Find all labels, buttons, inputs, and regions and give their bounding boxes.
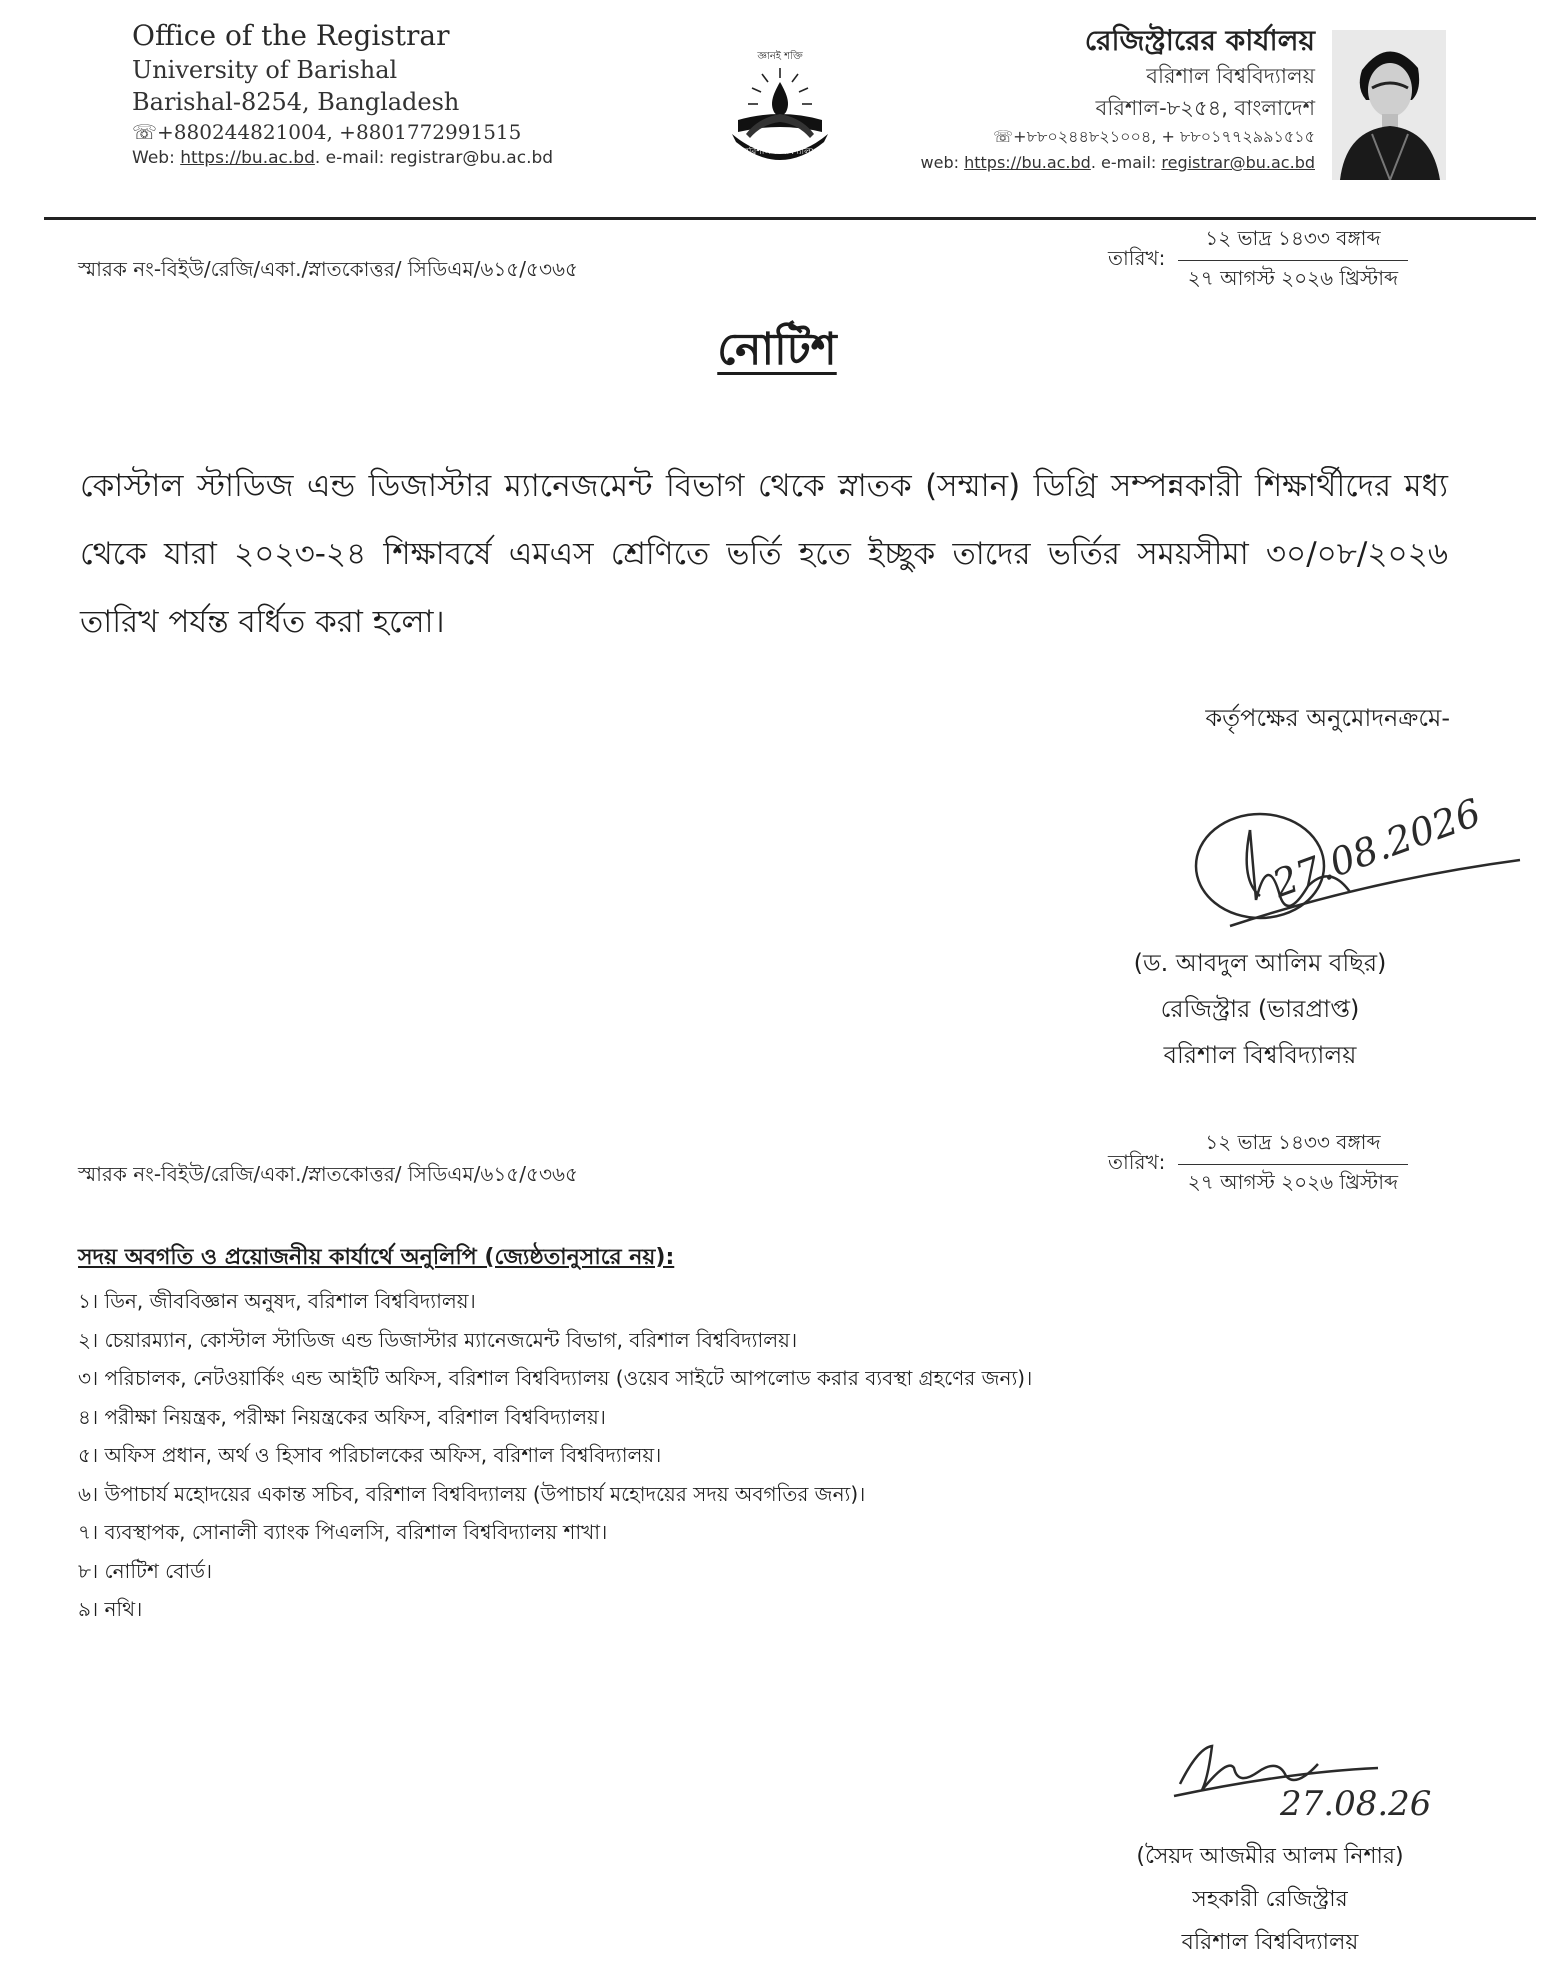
signature-assistant-registrar	[1168, 1728, 1432, 1838]
date-english-calendar: ২৭ আগস্ট ২০২৬ খ্রিস্টাব্দ	[1187, 1170, 1399, 1194]
list-item: ৩। পরিচালক, নেটওয়ার্কিং এন্ড আইটি অফিস, বরিশাল বিশ্ববিদ্যালয় (ওয়েব সাইটে আপলোড করার ব্যবস্থা গ্রহণের জন্য)।	[78, 1366, 1033, 1390]
signatory-institution: বরিশাল বিশ্ববিদ্যালয়	[1181, 1930, 1359, 1955]
notice-title: নোটিশ	[717, 324, 837, 375]
logo-emblem-icon	[718, 42, 842, 172]
university-logo	[718, 42, 842, 172]
date-label: তারিখ:	[1108, 246, 1166, 270]
signatory-assistant-block	[1090, 1835, 1450, 1964]
signatory-designation: সহকারী রেজিস্ট্রার	[1192, 1887, 1348, 1912]
signatory-name: (সৈয়দ আজমীর আলম নিশার)	[1136, 1844, 1404, 1869]
phone-en: ☏+880244821004, +8801772991515	[132, 120, 522, 144]
memo-reference-copy: স্মারক নং-বিইউ/রেজি/একা./স্নাতকোত্তর/ সিডিএম/৬১৫/৫৩৬৫	[78, 1162, 578, 1186]
logo-motto: জ্ঞানই শক্তি	[757, 51, 803, 62]
memo-date-copy	[1108, 1128, 1408, 1201]
memo-reference: স্মারক নং-বিইউ/রেজি/একা./স্নাতকোত্তর/ সিডিএম/৬১৫/৫৩৬৫	[78, 257, 578, 281]
office-title-bn: রেজিস্ট্রারের কার্যালয়	[1084, 24, 1315, 57]
signature-registrar	[1190, 790, 1530, 950]
signatory-designation: রেজিস্ট্রার (ভারপ্রাপ্ত)	[1160, 995, 1360, 1023]
logo-name: বরিশাল বিশ্ববিদ্যালয়	[743, 147, 817, 157]
university-name-bn: বরিশাল বিশ্ববিদ্যালয়	[1146, 64, 1315, 88]
list-item: ১। ডিন, জীববিজ্ঞান অনুষদ, বরিশাল বিশ্ববিদ্যালয়।	[78, 1289, 476, 1313]
list-item: ৯। নথি।	[78, 1597, 143, 1621]
date-bangla-calendar: ১২ ভাদ্র ১৪৩৩ বঙ্গাব্দ	[1178, 224, 1408, 261]
phone-icon: ☏	[132, 120, 158, 144]
letterhead-english	[132, 18, 692, 170]
signatory-institution: বরিশাল বিশ্ববিদ্যালয়	[1163, 1041, 1357, 1069]
address-en: Barishal-8254, Bangladesh	[132, 88, 460, 116]
phone-icon: ☏	[993, 127, 1014, 146]
copies-list	[78, 1282, 1478, 1629]
list-item: ৬। উপাচার্য মহোদয়ের একান্ত সচিব, বরিশাল বিশ্ববিদ্যালয় (উপাচার্য মহোদয়ের সদয় অবগতির জন্য)।	[78, 1481, 866, 1506]
letterhead-bangla	[850, 22, 1315, 176]
list-item: ৭। ব্যবস্থাপক, সোনালী ব্যাংক পিএলসি, বরিশাল বিশ্ববিদ্যালয় শাখা।	[78, 1520, 608, 1544]
web-link-en[interactable]: https://bu.ac.bd	[180, 148, 315, 168]
list-item: ৮। নোটিশ বোর্ড।	[78, 1558, 213, 1583]
signature-date: 27.08.26	[1280, 1784, 1432, 1824]
email-bn: registrar@bu.ac.bd	[1161, 153, 1315, 172]
memo-date	[1108, 224, 1408, 297]
signatory-registrar-block	[1080, 940, 1440, 1078]
web-link-bn[interactable]: https://bu.ac.bd	[964, 153, 1091, 172]
copies-heading: সদয় অবগতি ও প্রয়োজনীয় কার্যার্থে অনুলিপি (জ্যেষ্ঠতানুসারে নয়):	[78, 1245, 675, 1270]
portrait-image	[1332, 30, 1446, 180]
office-title-en: Office of the Registrar	[132, 19, 450, 52]
email-en: registrar@bu.ac.bd	[389, 148, 554, 168]
portrait-icon	[1332, 30, 1446, 180]
header-divider	[44, 217, 1536, 220]
list-item: ৫। অফিস প্রধান, অর্থ ও হিসাব পরিচালকের অফিস, বরিশাল বিশ্ববিদ্যালয়।	[78, 1443, 662, 1467]
list-item: ৪। পরীক্ষা নিয়ন্ত্রক, পরীক্ষা নিয়ন্ত্রকের অফিস, বরিশাল বিশ্ববিদ্যালয়।	[78, 1404, 606, 1429]
phone-bn: ☏+৮৮০২৪৪৮২১০০৪, + ৮৮০১৭৭২৯৯১৫১৫	[993, 127, 1315, 146]
web-line-en: Web: https://bu.ac.bd. e-mail: registrar@bu.ac.bd	[132, 148, 554, 168]
date-english-calendar: ২৭ আগস্ট ২০২৬ খ্রিস্টাব্দ	[1187, 266, 1399, 290]
list-item: ২। চেয়ারম্যান, কোস্টাল স্টাডিজ এন্ড ডিজাস্টার ম্যানেজমেন্ট বিভাগ, বরিশাল বিশ্ববিদ্যালয়।	[78, 1327, 798, 1352]
signatory-name: (ড. আবদুল আলিম বছির)	[1133, 949, 1387, 977]
date-bangla-calendar: ১২ ভাদ্র ১৪৩৩ বঙ্গাব্দ	[1178, 1128, 1408, 1165]
approval-text: কর্তৃপক্ষের অনুমোদনক্রমে-	[1205, 704, 1450, 732]
university-name-en: University of Barishal	[132, 56, 398, 84]
date-label: তারিখ:	[1108, 1150, 1166, 1174]
address-bn: বরিশাল-৮২৫৪, বাংলাদেশ	[1095, 96, 1315, 120]
notice-body: কোস্টাল স্টাডিজ এন্ড ডিজাস্টার ম্যানেজমেন্ট বিভাগ থেকে স্নাতক (সম্মান) ডিগ্রি সম্পন্নকারী শিক্ষার্থীদের মধ্য থেকে যারা ২০২৩-২৪ শিক্ষাবর্ষে এমএস শ্রেণিতে ভর্তি হতে ইচ্ছুক তাদের ভর্তির সময়সীমা ৩০/০৮/২০২৬ তারিখ পর্যন্ত বর্ধিত করা হলো।	[80, 468, 1448, 640]
web-line-bn: web: https://bu.ac.bd. e-mail: registrar@bu.ac.bd	[920, 153, 1315, 172]
signature-date: 27.08.2026	[1266, 790, 1487, 906]
